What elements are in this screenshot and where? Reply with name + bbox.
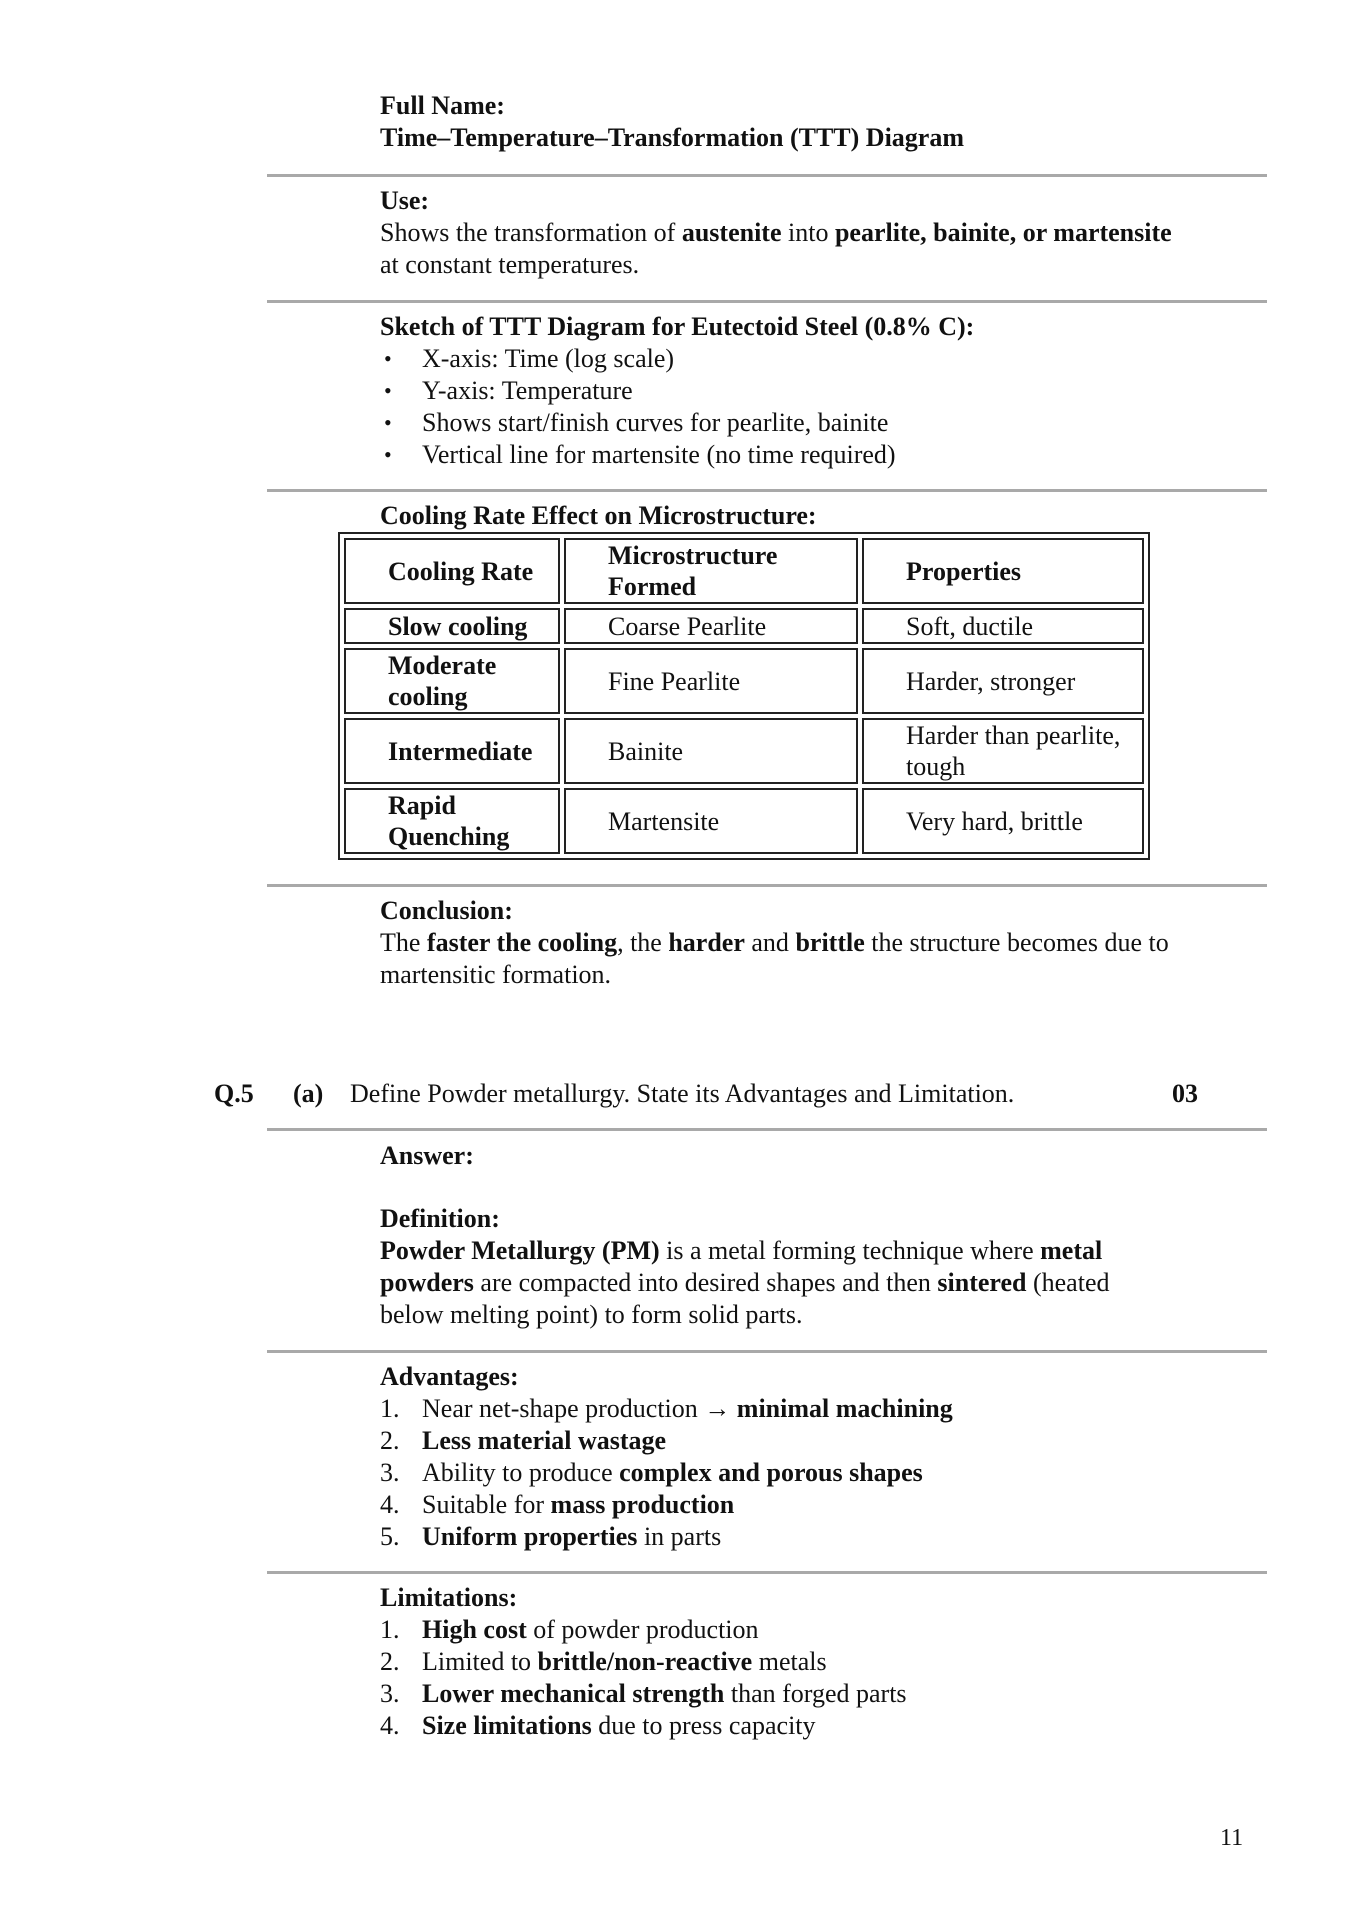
table-cell: Martensite [564, 788, 858, 854]
limitations-list [380, 1614, 1180, 1742]
table-cell: Very hard, brittle [862, 788, 1144, 854]
table-cell: Coarse Pearlite [564, 608, 858, 644]
cooling-rate-table [338, 532, 1150, 860]
advantages-section [380, 1361, 1180, 1553]
column-header: Properties [862, 538, 1144, 604]
list-item: 5. Uniform properties in parts [380, 1522, 722, 1551]
definition-section [380, 1203, 1170, 1331]
section-divider [267, 884, 1267, 887]
list-item: 4. Suitable for mass production [380, 1490, 735, 1519]
use-section [380, 185, 1180, 281]
definition-text: Powder Metallurgy (PM) is a metal forming technique where metal powders are compacted into desired shapes and then sintered (heated below melting point) to form solid parts. [380, 1236, 1110, 1329]
advantages-list [380, 1393, 1180, 1553]
list-item: 3. Lower mechanical strength than forged parts [380, 1679, 907, 1708]
table-cell: Bainite [564, 718, 858, 784]
answer-label: Answer: [380, 1141, 474, 1170]
section-divider [267, 1571, 1267, 1574]
use-label: Use: [380, 186, 430, 215]
list-item: 1. Near net-shape production → minimal machining [380, 1394, 953, 1423]
section-divider [267, 1128, 1267, 1131]
list-item: 2. Less material wastage [380, 1426, 667, 1455]
limitations-label: Limitations: [380, 1583, 518, 1612]
section-divider [267, 300, 1267, 303]
table-cell: Intermediate [344, 718, 560, 784]
table-header-row [344, 538, 1144, 604]
list-item: • Y-axis: Temperature [380, 375, 1180, 407]
full-name-label: Full Name: [380, 91, 505, 120]
table-row [344, 648, 1144, 714]
cooling-heading: Cooling Rate Effect on Microstructure: [380, 501, 817, 530]
table-cell: Fine Pearlite [564, 648, 858, 714]
list-item: 2. Limited to brittle/non-reactive metals [380, 1647, 827, 1676]
column-header: Microstructure Formed [564, 538, 858, 604]
question-marks: 03 [1172, 1079, 1198, 1108]
question-part: (a) [293, 1079, 324, 1108]
sketch-list [380, 343, 1180, 471]
table-cell: Slow cooling [344, 608, 560, 644]
limitations-section [380, 1582, 1180, 1742]
conclusion-label: Conclusion: [380, 896, 513, 925]
conclusion-text: The faster the cooling, the harder and brittle the structure becomes due to martensitic formation. [380, 928, 1169, 989]
page-number: 11 [1220, 1825, 1244, 1851]
table-cell: Harder, stronger [862, 648, 1144, 714]
list-item: • Shows start/finish curves for pearlite, bainite [380, 407, 1180, 439]
advantages-label: Advantages: [380, 1362, 519, 1391]
full-name-value: Time–Temperature–Transformation (TTT) Diagram [380, 123, 964, 152]
table-cell: Moderate cooling [344, 648, 560, 714]
section-divider [267, 489, 1267, 492]
sketch-heading: Sketch of TTT Diagram for Eutectoid Steel (0.8% C): [380, 312, 975, 341]
list-item: • Vertical line for martensite (no time required) [380, 439, 1180, 471]
list-item: 4. Size limitations due to press capacity [380, 1711, 816, 1740]
definition-label: Definition: [380, 1204, 500, 1233]
sketch-section [380, 311, 1180, 471]
use-text: Shows the transformation of austenite into pearlite, bainite, or martensite at constant temperatures. [380, 218, 1172, 279]
section-divider [267, 1350, 1267, 1353]
question-number: Q.5 [214, 1079, 254, 1108]
full-name-section [380, 90, 1180, 154]
conclusion-section [380, 895, 1170, 991]
table-row [344, 608, 1144, 644]
list-item: 1. High cost of powder production [380, 1615, 759, 1644]
table-cell: Rapid Quenching [344, 788, 560, 854]
list-item: 3. Ability to produce complex and porous shapes [380, 1458, 923, 1487]
table-row [344, 788, 1144, 854]
column-header: Cooling Rate [344, 538, 560, 604]
question-text: Define Powder metallurgy. State its Advantages and Limitation. [350, 1079, 1015, 1108]
list-item: • X-axis: Time (log scale) [380, 343, 1180, 375]
table-cell: Soft, ductile [862, 608, 1144, 644]
table-row [344, 718, 1144, 784]
section-divider [267, 174, 1267, 177]
table-cell: Harder than pearlite, tough [862, 718, 1144, 784]
